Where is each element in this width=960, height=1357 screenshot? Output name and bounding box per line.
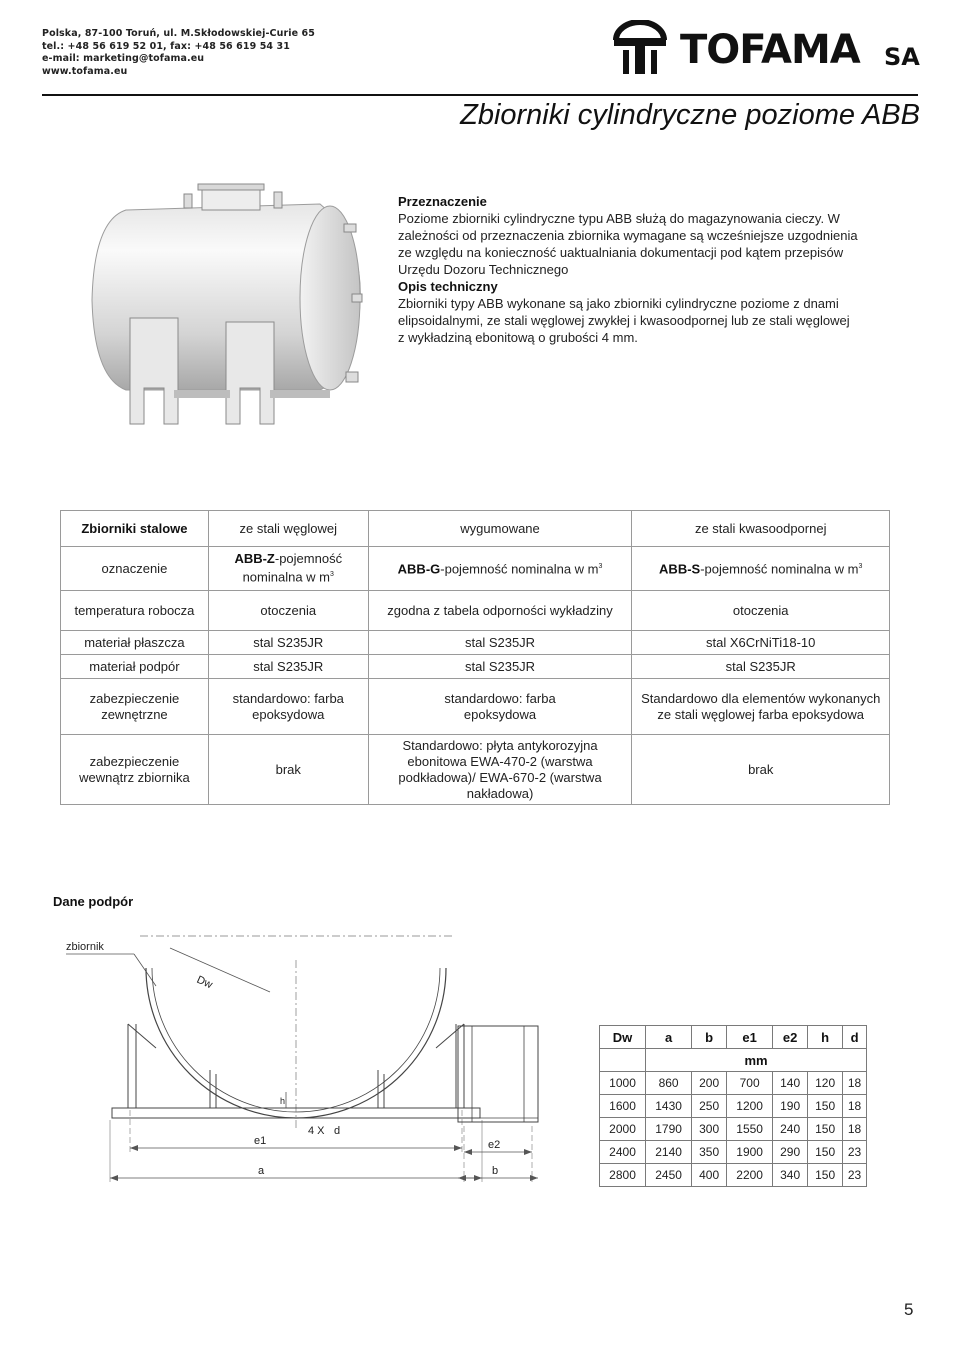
table-cell: 1900 xyxy=(727,1141,773,1164)
spec-row-designation xyxy=(61,547,890,591)
table-cell: 150 xyxy=(808,1095,843,1118)
spec-cell: zgodna z tabela odporności wykładziny xyxy=(368,591,632,631)
support-unit-label: mm xyxy=(646,1049,867,1072)
table-cell: 400 xyxy=(692,1164,727,1187)
support-header-dw: Dw xyxy=(600,1026,646,1049)
spec-cell: stal S235JR xyxy=(208,631,368,655)
support-dimensions-table xyxy=(599,1025,867,1187)
drawing-label-d: d xyxy=(334,1125,341,1137)
table-cell: 240 xyxy=(773,1118,808,1141)
spec-row-label: oznaczenie xyxy=(61,547,209,591)
contact-website: www.tofama.eu xyxy=(42,65,128,77)
support-header-e2: e2 xyxy=(773,1026,808,1049)
contact-email: e-mail: marketing@tofama.eu xyxy=(42,53,205,64)
spec-cell: Standardowo: płyta antykorozyjna ebonitowa EWA-470-2 (warstwa podkładowa)/ EWA-670-2 (warstwa nakładowa) xyxy=(368,735,632,805)
supports-heading: Dane podpór xyxy=(53,894,134,909)
drawing-label-a: a xyxy=(258,1165,265,1177)
table-cell: 1000 xyxy=(600,1072,646,1095)
spec-cell: Standardowo dla elementów wykonanych ze stali węglowej farba epoksydowa xyxy=(632,679,890,735)
logo-suffix: SA xyxy=(884,43,920,71)
spec-cell: ABB-G-pojemność nominalna w $m^3$ xyxy=(368,547,632,591)
spec-cell: ABB-Z-pojemność nominalna w $m^3$ xyxy=(208,547,368,591)
support-header-d: d xyxy=(843,1026,867,1049)
tofama-t-icon xyxy=(608,20,672,76)
spec-cell: standardowo: farba epoksydowa xyxy=(208,679,368,735)
table-cell: 860 xyxy=(646,1072,692,1095)
spec-cell: otoczenia xyxy=(208,591,368,631)
spec-cell: ABB-S-pojemność nominalna w $m^3$ xyxy=(632,547,890,591)
table-cell: 700 xyxy=(727,1072,773,1095)
table-cell: 1550 xyxy=(727,1118,773,1141)
company-contact xyxy=(42,28,315,78)
table-row xyxy=(600,1164,867,1187)
drawing-label-e2: e2 xyxy=(488,1139,501,1151)
table-cell: 150 xyxy=(808,1141,843,1164)
table-cell: 120 xyxy=(808,1072,843,1095)
table-cell: 200 xyxy=(692,1072,727,1095)
drawing-label-dw: Dw xyxy=(194,973,215,992)
support-header-b: b xyxy=(692,1026,727,1049)
spec-header-lead: Zbiorniki stalowe xyxy=(61,511,209,547)
table-row xyxy=(600,1118,867,1141)
table-cell: 300 xyxy=(692,1118,727,1141)
table-cell: 18 xyxy=(843,1118,867,1141)
spec-cell: stal S235JR xyxy=(208,655,368,679)
table-cell: 290 xyxy=(773,1141,808,1164)
table-cell: 190 xyxy=(773,1095,808,1118)
support-drawing xyxy=(60,930,580,1190)
spec-row-label: temperatura robocza xyxy=(61,591,209,631)
spec-row-temperature xyxy=(61,591,890,631)
table-row xyxy=(600,1141,867,1164)
table-cell: 2000 xyxy=(600,1118,646,1141)
spec-row-external-protection xyxy=(61,679,890,735)
table-cell: 2140 xyxy=(646,1141,692,1164)
table-cell: 140 xyxy=(773,1072,808,1095)
spec-header-stainless: ze stali kwasoodpornej xyxy=(632,511,890,547)
tank-photo xyxy=(74,178,404,440)
support-header-h: h xyxy=(808,1026,843,1049)
tech-text: Zbiorniki typy ABB wykonane są jako zbiorniki cylindryczne poziome z dnami elipsoidalnymi, ze stali węglowej zwykłej i kwasoodpornej lub ze stali węglowej z wykładziną ebonitową o grubości 4 mm. xyxy=(398,296,850,345)
drawing-label-tank: zbiornik xyxy=(66,941,104,953)
drawing-label-b: b xyxy=(492,1165,499,1177)
drawing-label-count: 4 X xyxy=(308,1125,325,1137)
spec-cell: brak xyxy=(208,735,368,805)
spec-header-carbon: ze stali węglowej xyxy=(208,511,368,547)
table-cell: 2450 xyxy=(646,1164,692,1187)
table-row xyxy=(600,1072,867,1095)
table-cell: 23 xyxy=(843,1141,867,1164)
company-logo xyxy=(608,20,928,76)
spec-cell: stal X6CrNiTi18-10 xyxy=(632,631,890,655)
spec-table xyxy=(60,510,890,805)
support-unit-row xyxy=(600,1049,867,1072)
spec-row-support-material xyxy=(61,655,890,679)
spec-cell: stal S235JR xyxy=(368,655,632,679)
table-cell: 150 xyxy=(808,1164,843,1187)
spec-header-rubber: wygumowane xyxy=(368,511,632,547)
table-cell: 2200 xyxy=(727,1164,773,1187)
support-header-e1: e1 xyxy=(727,1026,773,1049)
purpose-text: Poziome zbiorniki cylindryczne typu ABB służą do magazynowania cieczy. W zależności od przeznaczenia zbiornika wymagane są wcześniejsze uzgodnienia ze względu na konieczność uaktualniania dokumentacji pod kątem przepisów Urzędu Dozoru Technicznego xyxy=(398,211,858,277)
table-cell: 1430 xyxy=(646,1095,692,1118)
spec-row-label: zabezpieczenie zewnętrzne xyxy=(61,679,209,735)
spec-row-shell-material xyxy=(61,631,890,655)
table-cell: 250 xyxy=(692,1095,727,1118)
support-header-a: a xyxy=(646,1026,692,1049)
contact-address: Polska, 87-100 Toruń, ul. M.Skłodowskiej-Curie 65 xyxy=(42,28,315,39)
table-cell: 1600 xyxy=(600,1095,646,1118)
spec-header-row xyxy=(61,511,890,547)
tech-heading: Opis techniczny xyxy=(398,279,498,294)
table-cell: 1790 xyxy=(646,1118,692,1141)
spec-row-label: materiał płaszcza xyxy=(61,631,209,655)
spec-cell: otoczenia xyxy=(632,591,890,631)
table-cell: 2400 xyxy=(600,1141,646,1164)
drawing-label-h: h xyxy=(280,1096,286,1106)
spec-row-label: zabezpieczenie wewnątrz zbiornika xyxy=(61,735,209,805)
support-header-row xyxy=(600,1026,867,1049)
table-cell: 2800 xyxy=(600,1164,646,1187)
table-cell: 18 xyxy=(843,1095,867,1118)
purpose-heading: Przeznaczenie xyxy=(398,194,487,209)
table-cell: 18 xyxy=(843,1072,867,1095)
spec-cell: stal S235JR xyxy=(632,655,890,679)
logo-wordmark: TOFAMA xyxy=(680,27,860,73)
table-cell: 150 xyxy=(808,1118,843,1141)
table-cell: 350 xyxy=(692,1141,727,1164)
table-cell: 340 xyxy=(773,1164,808,1187)
page-number: 5 xyxy=(904,1300,914,1319)
table-row xyxy=(600,1095,867,1118)
spec-cell: brak xyxy=(632,735,890,805)
spec-cell: standardowo: farba epoksydowa xyxy=(368,679,632,735)
tank-description xyxy=(398,193,858,346)
page-title: Zbiorniki cylindryczne poziome ABB xyxy=(460,99,920,131)
spec-cell: stal S235JR xyxy=(368,631,632,655)
contact-phone: tel.: +48 56 619 52 01, fax: +48 56 619 54 31 xyxy=(42,40,290,52)
spec-row-label: materiał podpór xyxy=(61,655,209,679)
table-cell: 23 xyxy=(843,1164,867,1187)
drawing-label-e1: e1 xyxy=(254,1135,267,1147)
table-cell: 1200 xyxy=(727,1095,773,1118)
spec-row-internal-protection xyxy=(61,735,890,805)
